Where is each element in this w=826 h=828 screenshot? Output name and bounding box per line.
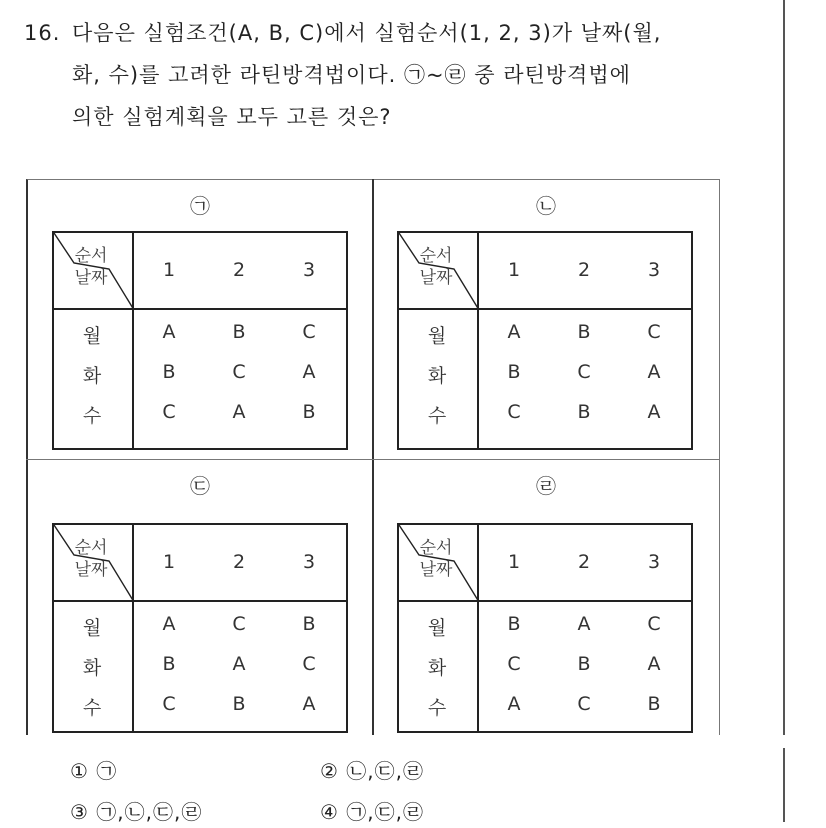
header-date: 날짜 bbox=[74, 268, 108, 288]
table-cell: C bbox=[302, 653, 316, 675]
table-cell: B bbox=[232, 693, 246, 715]
table-label: ㉠ bbox=[190, 194, 210, 218]
table-cell: A bbox=[232, 401, 246, 423]
table-cell: B bbox=[302, 613, 316, 635]
column-header: 2 bbox=[577, 259, 591, 281]
table-cell: B bbox=[577, 401, 591, 423]
table-cell: A bbox=[302, 693, 316, 715]
question-line-3: 의한 실험계획을 모두 고른 것은? bbox=[72, 105, 392, 129]
latin-square-grid bbox=[397, 231, 693, 450]
table-cell: A bbox=[507, 321, 521, 343]
day-column-divider bbox=[132, 602, 134, 731]
table-cell: B bbox=[507, 361, 521, 383]
header-divider bbox=[134, 308, 346, 310]
page-column-divider-lower bbox=[783, 748, 785, 822]
table-cell: B bbox=[507, 613, 521, 635]
table-cell: A bbox=[507, 693, 521, 715]
header-order: 순서 bbox=[74, 538, 108, 558]
latin-square-grid bbox=[397, 523, 693, 733]
row-day-label: 월 bbox=[82, 325, 102, 347]
table-label: ㉣ bbox=[536, 474, 556, 498]
header-date: 날짜 bbox=[74, 560, 108, 580]
table-cell: C bbox=[577, 361, 591, 383]
column-header: 3 bbox=[647, 259, 661, 281]
row-day-label: 월 bbox=[82, 617, 102, 639]
question-line-1: 16. 다음은 실험조건(A, B, C)에서 실험순서(1, 2, 3)가 날짜(월, bbox=[24, 12, 784, 54]
header-divider bbox=[479, 308, 691, 310]
row-day-label: 화 bbox=[427, 657, 447, 679]
column-header: 1 bbox=[162, 551, 176, 573]
question-number: 16. bbox=[24, 21, 61, 45]
row-day-label: 화 bbox=[82, 657, 102, 679]
row-day-label: 월 bbox=[427, 617, 447, 639]
table-cell: B bbox=[162, 361, 176, 383]
table-cell: A bbox=[232, 653, 246, 675]
day-column-divider bbox=[477, 602, 479, 731]
header-date: 날짜 bbox=[419, 560, 453, 580]
column-header: 2 bbox=[577, 551, 591, 573]
table-cell: C bbox=[232, 361, 246, 383]
table-cell: C bbox=[507, 653, 521, 675]
choice-3[interactable]: ③ ㉠,㉡,㉢,㉣ bbox=[70, 800, 203, 824]
column-header: 3 bbox=[647, 551, 661, 573]
latin-square-grid bbox=[52, 523, 348, 733]
column-header: 3 bbox=[302, 259, 316, 281]
column-header: 2 bbox=[232, 551, 246, 573]
row-day-label: 수 bbox=[427, 405, 447, 427]
table-cell: B bbox=[577, 653, 591, 675]
header-divider bbox=[479, 600, 691, 602]
corner-header-text bbox=[411, 537, 461, 581]
latin-square-grid bbox=[52, 231, 348, 450]
table-cell: A bbox=[647, 653, 661, 675]
header-order: 순서 bbox=[74, 246, 108, 266]
table-cell: A bbox=[647, 361, 661, 383]
table-cell: C bbox=[162, 401, 176, 423]
header-date: 날짜 bbox=[419, 268, 453, 288]
column-header: 1 bbox=[162, 259, 176, 281]
header-order: 순서 bbox=[419, 246, 453, 266]
table-cell: A bbox=[302, 361, 316, 383]
column-header: 2 bbox=[232, 259, 246, 281]
row-day-label: 수 bbox=[82, 405, 102, 427]
header-order: 순서 bbox=[419, 538, 453, 558]
table-cell: B bbox=[577, 321, 591, 343]
table-cell: B bbox=[647, 693, 661, 715]
corner-header-text bbox=[411, 245, 461, 289]
table-cell: C bbox=[507, 401, 521, 423]
table-label: ㉢ bbox=[190, 474, 210, 498]
question-text bbox=[24, 12, 784, 138]
table-cell: C bbox=[647, 321, 661, 343]
choice-4[interactable]: ④ ㉠,㉢,㉣ bbox=[320, 800, 425, 824]
column-header: 1 bbox=[507, 259, 521, 281]
column-header: 1 bbox=[507, 551, 521, 573]
page-column-divider bbox=[783, 0, 785, 735]
table-cell: C bbox=[232, 613, 246, 635]
table-cell: A bbox=[647, 401, 661, 423]
row-day-label: 수 bbox=[427, 697, 447, 719]
table-cell: C bbox=[302, 321, 316, 343]
table-cell: C bbox=[577, 693, 591, 715]
table-cell: B bbox=[162, 653, 176, 675]
day-column-divider bbox=[477, 310, 479, 448]
corner-header-text bbox=[66, 245, 116, 289]
column-header: 3 bbox=[302, 551, 316, 573]
question-line-2: 화, 수)를 고려한 라틴방격법이다. ㉠~㉣ 중 라틴방격법에 bbox=[72, 63, 631, 87]
table-cell: A bbox=[162, 321, 176, 343]
day-column-divider bbox=[132, 310, 134, 448]
row-day-label: 화 bbox=[82, 365, 102, 387]
table-cell: C bbox=[647, 613, 661, 635]
choice-2[interactable]: ② ㉡,㉢,㉣ bbox=[320, 759, 425, 783]
table-cell: A bbox=[162, 613, 176, 635]
table-cell: A bbox=[577, 613, 591, 635]
header-divider bbox=[134, 600, 346, 602]
table-label: ㉡ bbox=[536, 194, 556, 218]
table-cell: C bbox=[162, 693, 176, 715]
row-day-label: 화 bbox=[427, 365, 447, 387]
table-cell: B bbox=[232, 321, 246, 343]
row-day-label: 월 bbox=[427, 325, 447, 347]
corner-header-text bbox=[66, 537, 116, 581]
table-cell: B bbox=[302, 401, 316, 423]
row-day-label: 수 bbox=[82, 697, 102, 719]
choice-1[interactable]: ① ㉠ bbox=[70, 759, 118, 783]
